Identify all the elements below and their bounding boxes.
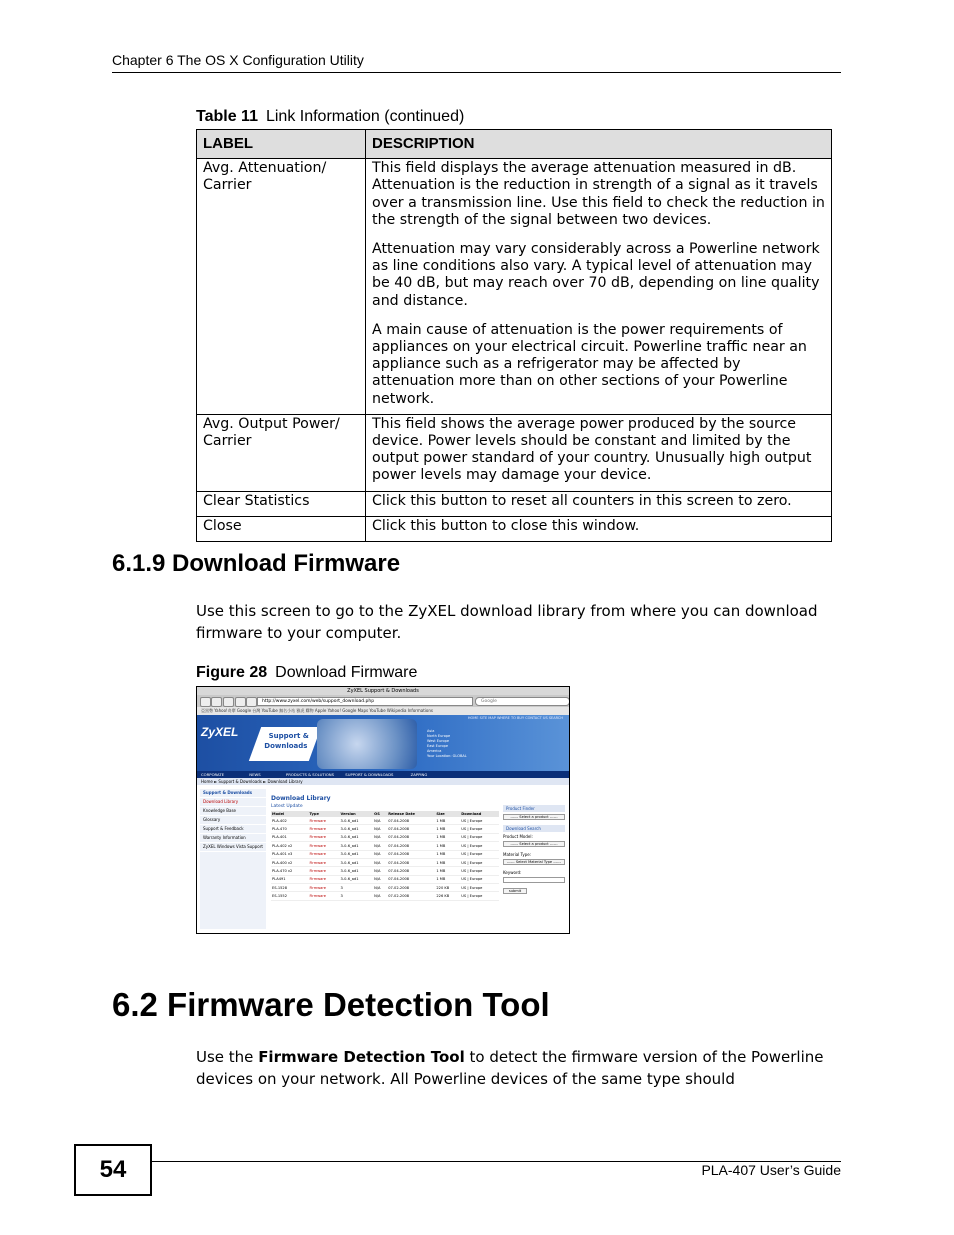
firmware-row	[271, 825, 499, 833]
product-model-select[interactable]: ------ Select a product ------	[503, 841, 565, 847]
download-library-heading: Download Library	[271, 795, 331, 802]
banner-photo	[317, 719, 417, 769]
firmware-cell: ES-1528	[271, 884, 309, 892]
nav-products[interactable]: PRODUCTS & SOLUTIONS	[285, 772, 335, 777]
firmware-cell: 226 KB	[435, 892, 460, 900]
section-body-6-1-9: Use this screen to go to the ZyXEL download library from where you can download firmware to your computer.	[196, 602, 818, 642]
firmware-row	[271, 892, 499, 900]
site-nav	[197, 771, 569, 778]
firmware-cell: PLA-402	[271, 817, 309, 825]
section-heading-6-2: 6.2 Firmware Detection Tool	[112, 986, 550, 1023]
row-label: Close	[197, 516, 366, 541]
firmware-cell: 3-0-6_ad1	[340, 842, 374, 850]
product-finder-title: Product Finder	[503, 805, 565, 812]
page-number: 54	[74, 1144, 152, 1196]
region-location: Your Location: GLOBAL	[427, 754, 467, 758]
latest-update-label: Latest Update	[271, 804, 303, 809]
row-description	[366, 491, 832, 516]
firmware-cell: 07-04-2008	[387, 842, 435, 850]
download-search-title: Download Search	[503, 825, 565, 832]
column-header-label: LABEL	[197, 130, 366, 159]
product-finder-panel	[503, 805, 565, 899]
download-links[interactable]: US | Europe	[460, 875, 499, 883]
firmware-cell: Firmware	[309, 892, 340, 900]
description-paragraph: Attenuation may vary considerably across a Powerline network as line conditions also vary. A typical level of attenuation may be 40 dB, but may reach over 70 dB, depending on line quality and distance.	[372, 241, 820, 309]
region-link[interactable]: North Europe	[427, 734, 451, 738]
firmware-cell: 3-0-6_ad1	[340, 875, 374, 883]
browser-toolbar	[197, 695, 569, 707]
firmware-cell: 07-04-2008	[387, 867, 435, 875]
description-paragraph: This field displays the average attenuation measured in dB. Attenuation is the reduction in strength of a signal as it travels over a transmission line. Use this field to check the reduction in the strength of the signal between two devices.	[372, 160, 825, 228]
firmware-cell: N/A	[373, 825, 387, 833]
support-downloads-banner	[249, 727, 321, 761]
firmware-cell: 07-04-2008	[387, 875, 435, 883]
sidebar-item-vista[interactable]: ZyXEL Windows Vista Support	[200, 843, 266, 852]
sidebar-item-glossary[interactable]: Glossary	[200, 816, 266, 825]
firmware-cell: PLA-401 v3	[271, 850, 309, 858]
firmware-cell: PLA-402 v2	[271, 842, 309, 850]
firmware-cell: 1 MB	[435, 875, 460, 883]
firmware-cell: N/A	[373, 875, 387, 883]
row-description	[366, 414, 832, 491]
row-description	[366, 159, 832, 415]
body-text: Use the	[196, 1048, 259, 1066]
site-top-links[interactable]: HOME SITE MAP WHERE TO BUY CONTACT US SEARCH	[467, 716, 563, 720]
add-bookmark-icon[interactable]	[246, 697, 257, 707]
guide-title: PLA-407 User’s Guide	[701, 1162, 841, 1178]
firmware-cell: 07-02-2008	[387, 884, 435, 892]
stop-icon[interactable]	[235, 697, 246, 707]
column-header-description: DESCRIPTION	[366, 130, 832, 159]
firmware-cell: 3-0-6_ad1	[340, 833, 374, 841]
browser-search-field[interactable]: Google	[475, 697, 570, 706]
firmware-cell: PLA-400 v2	[271, 858, 309, 866]
firmware-table-body	[271, 817, 499, 900]
region-link[interactable]: Asia	[427, 729, 435, 733]
firmware-cell: Firmware	[309, 833, 340, 841]
firmware-cell: 3	[340, 884, 374, 892]
firmware-cell: Firmware	[309, 858, 340, 866]
firmware-cell: 3	[340, 892, 374, 900]
download-links[interactable]: US | Europe	[460, 858, 499, 866]
download-firmware-screenshot	[196, 686, 570, 934]
col-version: Version	[340, 811, 374, 817]
section-body-6-2	[196, 1046, 846, 1090]
keyword-input[interactable]	[503, 877, 565, 883]
table-row	[197, 159, 832, 415]
bookmarks-bar[interactable]: 亞黑勢 Yahoo!奇摩 Google 台灣 YouTube 無名小站 雅虎 購物 Apple Yahoo! Google Maps YouTube Wikipedia Informations	[197, 707, 569, 715]
firmware-cell: 220 KB	[435, 884, 460, 892]
firmware-cell: Firmware	[309, 867, 340, 875]
sidebar-item-feedback[interactable]: Support & Feedback	[200, 825, 266, 834]
table-caption-number: Table 11	[196, 108, 258, 125]
firmware-cell: PLA491	[271, 875, 309, 883]
firmware-cell: Firmware	[309, 842, 340, 850]
sidebar-item-download-library[interactable]: Download Library	[200, 798, 266, 807]
back-icon[interactable]	[200, 697, 211, 707]
firmware-cell: 1 MB	[435, 842, 460, 850]
firmware-row	[271, 875, 499, 883]
region-list	[427, 729, 467, 759]
firmware-cell: N/A	[373, 850, 387, 858]
site-banner	[197, 715, 569, 771]
download-links[interactable]: US | Europe	[460, 884, 499, 892]
nav-zapping[interactable]: ZAPPING	[410, 772, 428, 777]
firmware-cell: N/A	[373, 892, 387, 900]
row-label: Avg. Output Power/ Carrier	[197, 414, 366, 491]
site-sidebar	[200, 789, 266, 929]
firmware-cell: N/A	[373, 884, 387, 892]
download-links[interactable]: US | Europe	[460, 825, 499, 833]
keyword-label: Keyword:	[503, 870, 522, 875]
nav-support[interactable]: SUPPORT & DOWNLOADS	[345, 772, 394, 777]
reload-icon[interactable]	[223, 697, 234, 707]
support-line-1: Support &	[268, 732, 309, 740]
col-size: Size	[435, 811, 460, 817]
firmware-cell: 07-04-2008	[387, 817, 435, 825]
browser-window-title: ZyXEL Support & Downloads	[197, 687, 569, 695]
description-paragraph: A main cause of attenuation is the power requirements of appliances on your electrical circuit. Powerline traffic near an appliance such as a refrigerator may be affected by attenuation more than on other sections of your Powerline network.	[372, 321, 807, 407]
firmware-row	[271, 858, 499, 866]
support-line-2: Downloads	[264, 742, 308, 750]
sidebar-item-support[interactable]: Support & Downloads	[200, 789, 266, 798]
firmware-cell: ES-1552	[271, 892, 309, 900]
firmware-cell: N/A	[373, 833, 387, 841]
link-information-table	[196, 129, 832, 542]
firmware-cell: 3-0-6_ad1	[340, 825, 374, 833]
firmware-cell: 1 MB	[435, 817, 460, 825]
table-row	[197, 414, 832, 491]
firmware-cell: PLA-470 v2	[271, 867, 309, 875]
firmware-cell: 1 MB	[435, 858, 460, 866]
col-model: Model	[271, 811, 309, 817]
submit-button[interactable]: submit	[503, 888, 527, 894]
firmware-cell: Firmware	[309, 817, 340, 825]
firmware-cell: PLA-470	[271, 825, 309, 833]
firmware-cell: Firmware	[309, 850, 340, 858]
col-os: OS	[373, 811, 387, 817]
firmware-cell: 07-02-2008	[387, 892, 435, 900]
material-type-select[interactable]: ------ Select Material Type ------	[503, 859, 565, 865]
region-link[interactable]: East Europe	[427, 744, 448, 748]
description-paragraph: Click this button to reset all counters in this screen to zero.	[372, 492, 792, 509]
firmware-cell: N/A	[373, 858, 387, 866]
product-model-label: Product Model:	[503, 834, 533, 839]
firmware-cell: 07-04-2008	[387, 825, 435, 833]
firmware-cell: PLA-401	[271, 833, 309, 841]
table-caption	[196, 108, 464, 126]
firmware-row	[271, 867, 499, 875]
table-row	[197, 491, 832, 516]
firmware-cell: 3-0-6_ad1	[340, 850, 374, 858]
firmware-row	[271, 833, 499, 841]
site-main	[197, 785, 569, 933]
firmware-table	[271, 811, 499, 901]
chapter-header: Chapter 6 The OS X Configuration Utility	[112, 52, 364, 68]
firmware-row	[271, 842, 499, 850]
firmware-cell: N/A	[373, 842, 387, 850]
firmware-cell: 07-04-2008	[387, 858, 435, 866]
section-heading-6-1-9: 6.1.9 Download Firmware	[112, 550, 401, 577]
region-link[interactable]: West Europe	[427, 739, 450, 743]
firmware-cell: 3-0-6_ad1	[340, 867, 374, 875]
sidebar-item-knowledge-base[interactable]: Knowledge Base	[200, 807, 266, 816]
download-links[interactable]: US | Europe	[460, 867, 499, 875]
firmware-cell: N/A	[373, 817, 387, 825]
sidebar-item-warranty[interactable]: Warranty Information	[200, 834, 266, 843]
col-download: Download	[460, 811, 499, 817]
row-description	[366, 516, 832, 541]
table-caption-text: Link Information (continued)	[265, 108, 465, 125]
download-links[interactable]: US | Europe	[460, 817, 499, 825]
firmware-cell: 1 MB	[435, 833, 460, 841]
firmware-cell: 1 MB	[435, 867, 460, 875]
body-text: to detect the firmware version of the Powerline devices on your network. All Powerline devices of the same type should	[196, 1048, 824, 1088]
forward-icon[interactable]	[211, 697, 222, 707]
col-type: Type	[309, 811, 340, 817]
firmware-cell: 07-04-2008	[387, 850, 435, 858]
firmware-cell: 3-0-6_ad1	[340, 817, 374, 825]
download-links[interactable]: US | Europe	[460, 850, 499, 858]
firmware-cell: 3-0-6_ad1	[340, 858, 374, 866]
download-links[interactable]: US | Europe	[460, 892, 499, 900]
firmware-row	[271, 884, 499, 892]
download-links[interactable]: US | Europe	[460, 842, 499, 850]
site-breadcrumb[interactable]: Home ► Support & Downloads ► Download Library	[197, 778, 569, 785]
download-links[interactable]: US | Europe	[460, 833, 499, 841]
firmware-detection-tool-term: Firmware Detection Tool	[258, 1048, 465, 1066]
description-paragraph: This field shows the average power produced by the source device. Power levels should be constant and limited by the output power standard of your country. Unusually high output power levels may damage your device.	[372, 415, 812, 484]
firmware-cell: 1 MB	[435, 825, 460, 833]
material-type-label: Material Type:	[503, 852, 532, 857]
row-label: Clear Statistics	[197, 491, 366, 516]
zyxel-logo: ZyXEL	[201, 725, 239, 739]
firmware-cell: 07-04-2008	[387, 833, 435, 841]
description-paragraph: Click this button to close this window.	[372, 517, 640, 534]
figure-caption-number: Figure 28	[196, 664, 268, 681]
firmware-cell: Firmware	[309, 875, 340, 883]
firmware-row	[271, 817, 499, 825]
address-bar[interactable]: http://www.zyxel.com/web/support_download.php	[257, 697, 473, 706]
figure-caption-text: Download Firmware	[275, 664, 418, 681]
col-release-date: Release Date	[387, 811, 435, 817]
row-label: Avg. Attenuation/ Carrier	[197, 159, 366, 415]
table-row	[197, 516, 832, 541]
region-link[interactable]: America	[427, 749, 442, 753]
header-rule	[112, 72, 841, 73]
firmware-cell: Firmware	[309, 825, 340, 833]
download-library-panel	[271, 789, 499, 901]
firmware-cell: N/A	[373, 867, 387, 875]
nav-corporate[interactable]: CORPORATE	[201, 772, 225, 777]
firmware-row	[271, 850, 499, 858]
firmware-cell: Firmware	[309, 884, 340, 892]
figure-caption	[196, 664, 417, 682]
table-header-row	[197, 130, 832, 159]
firmware-cell: 1 MB	[435, 850, 460, 858]
nav-news[interactable]: NEWS	[249, 772, 261, 777]
product-select[interactable]: ------ Select a product ------	[503, 814, 565, 820]
